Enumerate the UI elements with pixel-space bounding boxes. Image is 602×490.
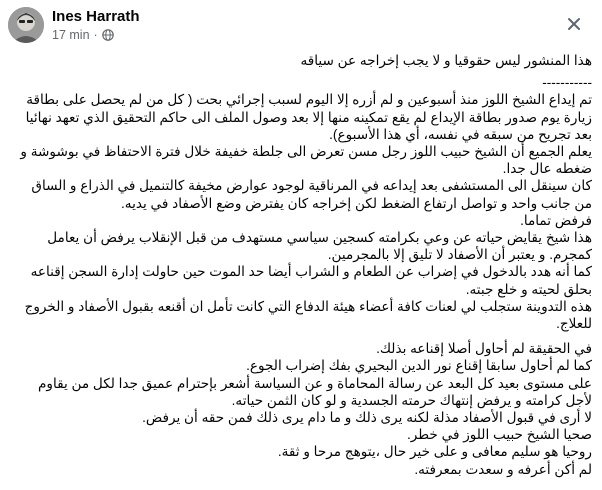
post-paragraph: صحيا الشيخ حبيب اللوز في خطر.	[407, 427, 592, 443]
post-separator: -----------	[542, 75, 592, 91]
post-time[interactable]: 17 min	[52, 28, 90, 42]
post-meta	[52, 28, 114, 42]
close-icon	[566, 16, 582, 32]
post-paragraph: كان سينقل الى المستشفى بعد إيداعه في المرناقية لوجود عوارض مخيفة كالتنميل في الذراع و الساق من جانب واحد و تواصل ارتفاع الضغط لكن إخراجه كان يفترض وضع الأصفاد في يديه.	[31, 178, 592, 211]
post-paragraph: روحيا هو سليم معافى و على خير حال ،يتوهج مرحا و ثقة.	[277, 444, 592, 460]
post-paragraph: كما أنه هدد بالدخول في إضراب عن الطعام و الشراب أيضا حد الموت حين حاولت إدارة السجن إقناعه بحلق لحيته و خلع جبته.	[30, 264, 592, 297]
post-paragraph: لم أكن أعرفه و سعدت بمعرفته.	[414, 461, 592, 477]
post-paragraph: لا أرى في قبول الأصفاد مذلة لكنه يرى ذلك و ما دام يرى ذلك فمن حقه أن يرفض.	[142, 410, 592, 426]
globe-icon[interactable]	[102, 29, 114, 41]
post-paragraph: تم إيداع الشيخ اللوز منذ أسبوعين و لم أزره إلا اليوم لسبب إجرائي بحت ( كل من لم يحصل على بطاقة زيارة يوم صدور بطاقة الإيداع لم يقع تمكينه منها إلا بعد وصول الملف الى حاكم التحقيق الذي تعهد نهائيا بعد تجريح من سبقه في نفسه، أي هذا الأسبوع).	[25, 92, 592, 142]
post-paragraph: هذا المنشور ليس حقوقيا و لا يجب إخراجه عن سياقه	[300, 53, 592, 68]
avatar-image	[8, 7, 44, 43]
post-paragraph: على مستوى بعيد كل البعد عن رسالة المحاماة و عن السياسة أشعر بإحترام عميق جدا لكل من يقاوم لأجل كرامته و يرفض إنتهاك حرمته الجسدية و لو كان الثمن حياته.	[37, 375, 592, 408]
post-paragraph: يعلم الجميع أن الشيخ حبيب اللوز رجل مسن تعرض الى جلطة خفيفة خلال فترة الاحتفاظ في بوشوشة و ضغطه عال جدا.	[20, 144, 592, 177]
post-paragraph: كما لم أحاول سابقا إقناع نور الدين البحيري بفك إضراب الجوع.	[246, 358, 592, 374]
post-paragraph: هذه التدوينة ستجلب لي لعنات كافة أعضاء هيئة الدفاع التي كانت تأمل ان أقنعه بقبول الأصفاد و الخروج للعلاج.	[24, 298, 592, 332]
post-paragraph: فرفض تماما.	[520, 212, 592, 228]
meta-separator: ·	[93, 28, 98, 42]
post-paragraph: في الحقيقة لم أحاول أصلا إقناعه بذلك.	[376, 341, 592, 357]
author-name[interactable]: Ines Harrath	[52, 8, 140, 25]
close-button[interactable]	[558, 8, 590, 40]
post-paragraph: هذا شيخ يقايض حياته عن وعي بكرامته كسجين سياسي مستهدف من قبل الإنقلاب يرفض أن يعامل كمجرم. و يعتبر أن الأصفاد لا تليق إلا بالمجرمين.	[47, 230, 592, 263]
post-text	[12, 52, 592, 478]
avatar[interactable]	[8, 7, 44, 43]
post-header	[0, 0, 602, 50]
